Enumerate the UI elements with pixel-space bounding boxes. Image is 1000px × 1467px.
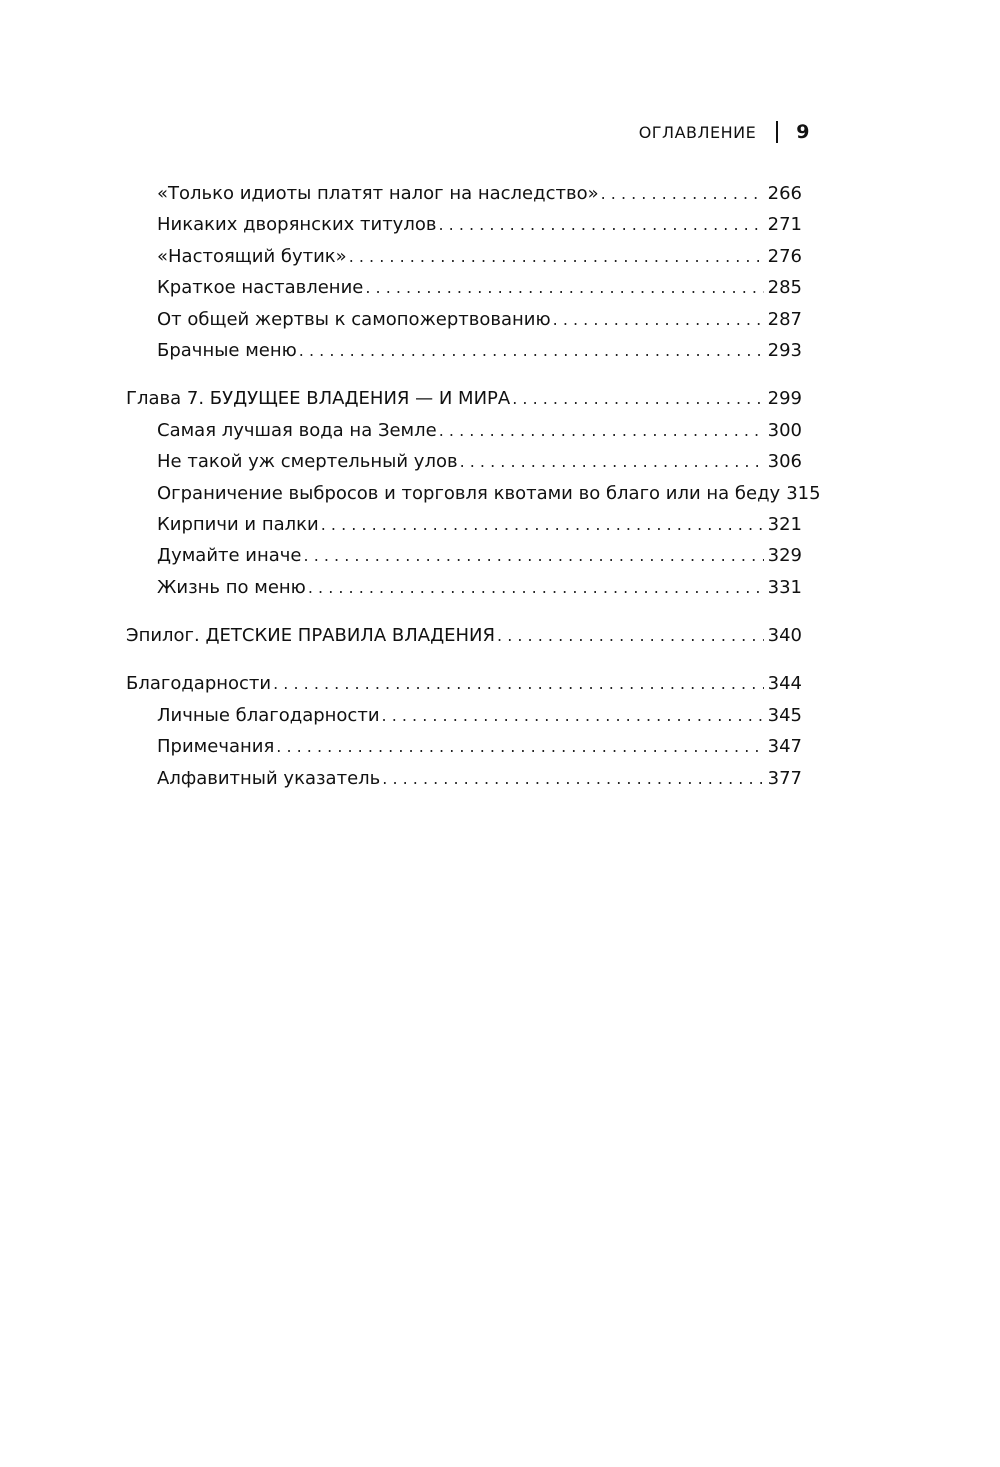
toc-section-entry[interactable] — [126, 509, 802, 540]
toc-entry-page: 287 — [767, 308, 802, 330]
toc-entry-title: Эпилог. ДЕТСКИЕ ПРАВИЛА ВЛАДЕНИЯ — [126, 625, 496, 647]
toc-entry-title: Благодарности — [126, 673, 272, 695]
toc-leader-dots — [299, 335, 764, 366]
toc-entry-title: Алфавитный указатель — [157, 767, 381, 789]
toc-leader-dots — [553, 304, 764, 335]
toc-entry-page: 315 — [786, 482, 821, 504]
toc-leader-dots — [321, 509, 764, 540]
toc-entry-title: Краткое наставление — [157, 277, 364, 299]
toc-section-entry[interactable] — [126, 572, 802, 603]
toc-entry-title: «Только идиоты платят налог на наследство» — [157, 183, 599, 204]
toc-section-entry[interactable] — [126, 731, 802, 762]
toc-entry-page: 300 — [767, 419, 802, 441]
toc-entry-page: 321 — [767, 513, 802, 535]
toc-entry-page: 344 — [767, 673, 802, 695]
toc-entry-page: 266 — [767, 183, 802, 204]
toc-section-entry[interactable] — [126, 335, 802, 366]
toc-leader-dots — [382, 700, 764, 731]
toc-section-entry[interactable] — [126, 272, 802, 303]
toc-chapter-entry[interactable] — [126, 383, 802, 414]
toc-entry-title: Никаких дворянских титулов — [157, 214, 437, 236]
toc-entry-page: 306 — [767, 451, 802, 473]
toc-entry-page: 331 — [767, 576, 802, 598]
toc-entry-page: 347 — [767, 736, 802, 758]
toc-entry-title: Не такой уж смертельный улов — [157, 451, 458, 473]
toc-section-entry[interactable] — [126, 700, 802, 731]
toc-leader-dots — [304, 540, 764, 571]
toc-entry-title: Думайте иначе — [157, 545, 302, 567]
toc-leader-dots — [308, 572, 764, 603]
toc-section-entry[interactable] — [126, 304, 802, 335]
toc-leader-dots — [439, 415, 764, 446]
toc-section-entry[interactable] — [126, 209, 802, 240]
toc-entry-title: «Настоящий бутик» — [157, 245, 347, 267]
toc-entry-title: Личные благодарности — [157, 704, 380, 726]
toc-entry-title: Брачные меню — [157, 339, 297, 361]
toc-leader-dots — [512, 383, 763, 414]
toc-leader-dots — [365, 272, 763, 303]
toc-section-entry[interactable] — [126, 178, 802, 209]
toc-entry-page: 299 — [767, 388, 802, 410]
table-of-contents — [126, 178, 821, 794]
toc-entry-title: Жизнь по меню — [157, 576, 306, 598]
toc-leader-dots — [601, 178, 764, 209]
running-head-divider — [776, 121, 778, 143]
toc-entry-page: 345 — [767, 704, 802, 726]
toc-section-entry[interactable] — [126, 478, 821, 509]
toc-entry-title: Самая лучшая вода на Земле — [157, 419, 437, 441]
toc-leader-dots — [382, 763, 763, 794]
toc-entry-page: 329 — [767, 545, 802, 567]
toc-leader-dots — [349, 241, 764, 272]
toc-entry-title: Примечания — [157, 736, 275, 758]
toc-section-entry[interactable] — [126, 446, 802, 477]
toc-entry-page: 377 — [767, 767, 802, 789]
toc-section-entry[interactable] — [126, 241, 802, 272]
toc-chapter-entry[interactable] — [126, 668, 802, 699]
toc-leader-dots — [276, 731, 763, 762]
running-head — [639, 121, 810, 143]
toc-entry-page: 340 — [767, 625, 802, 647]
toc-leader-dots — [438, 209, 763, 240]
running-head-title: ОГЛАВЛЕНИЕ — [638, 122, 757, 142]
toc-entry-page: 293 — [767, 339, 802, 361]
toc-section-entry[interactable] — [126, 540, 802, 571]
toc-leader-dots — [497, 620, 764, 651]
toc-leader-dots — [273, 668, 764, 699]
page-number: 9 — [796, 121, 810, 143]
toc-entry-page: 276 — [767, 245, 802, 267]
toc-entry-title: Ограничение выбросов и торговля квотами во благо или на беду — [157, 482, 781, 504]
toc-section-entry[interactable] — [126, 763, 802, 794]
toc-leader-dots — [460, 446, 764, 477]
toc-entry-title: От общей жертвы к самопожертвованию — [157, 308, 551, 330]
toc-entry-page: 285 — [767, 277, 802, 299]
toc-section-entry[interactable] — [126, 415, 802, 446]
toc-entry-title: Глава 7. БУДУЩЕЕ ВЛАДЕНИЯ — И МИРА — [126, 388, 511, 410]
toc-entry-page: 271 — [767, 214, 802, 236]
toc-entry-title: Кирпичи и палки — [157, 513, 319, 535]
toc-chapter-entry[interactable] — [126, 620, 802, 651]
